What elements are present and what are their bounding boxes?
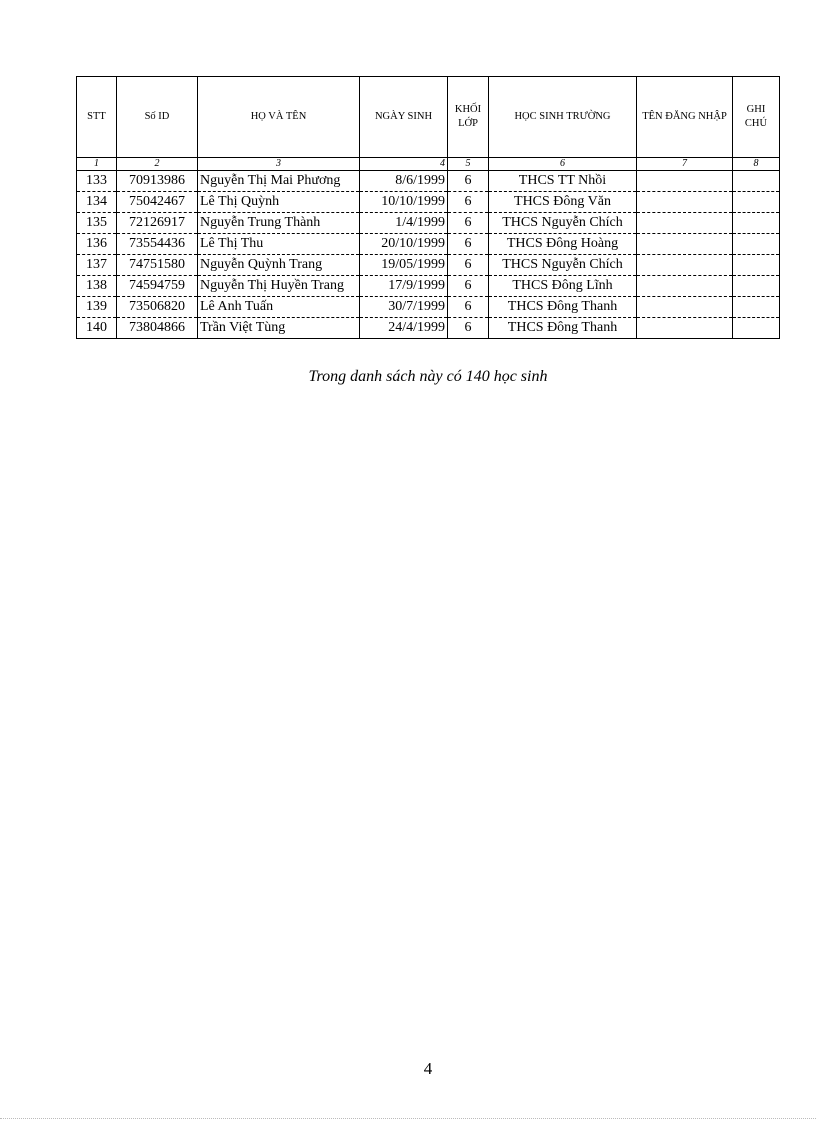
cell-grade: 6	[448, 171, 489, 192]
table-row	[77, 318, 780, 339]
cell-grade: 6	[448, 318, 489, 339]
cell-grade: 6	[448, 255, 489, 276]
cell-grade: 6	[448, 213, 489, 234]
table-header-row	[77, 77, 780, 158]
table-row	[77, 171, 780, 192]
header-id: Số ID	[117, 77, 198, 158]
header-full-name: HỌ VÀ TÊN	[198, 77, 360, 158]
column-number: 2	[117, 158, 198, 171]
cell-school: THCS Đông Thanh	[489, 297, 637, 318]
cell-name: Nguyễn Thị Huyền Trang	[198, 276, 360, 297]
student-roster-table	[76, 76, 780, 339]
column-number: 8	[733, 158, 780, 171]
cell-dob: 1/4/1999	[360, 213, 448, 234]
page-bottom-divider	[0, 1118, 816, 1119]
header-note: GHI CHÚ	[733, 77, 780, 158]
cell-stt: 140	[77, 318, 117, 339]
cell-id: 75042467	[117, 192, 198, 213]
cell-id: 73554436	[117, 234, 198, 255]
table-row	[77, 255, 780, 276]
page-number: 4	[423, 1059, 433, 1078]
cell-dob: 30/7/1999	[360, 297, 448, 318]
cell-school: THCS Nguyễn Chích	[489, 255, 637, 276]
cell-dob: 8/6/1999	[360, 171, 448, 192]
cell-dob: 24/4/1999	[360, 318, 448, 339]
cell-school: THCS Đông Lĩnh	[489, 276, 637, 297]
cell-username	[637, 213, 733, 234]
cell-id: 70913986	[117, 171, 198, 192]
cell-school: THCS Đông Thanh	[489, 318, 637, 339]
cell-dob: 19/05/1999	[360, 255, 448, 276]
header-stt: STT	[77, 77, 117, 158]
table-row	[77, 276, 780, 297]
cell-note	[733, 192, 780, 213]
cell-note	[733, 213, 780, 234]
header-grade: KHỐI LỚP	[448, 77, 489, 158]
table-row	[77, 213, 780, 234]
cell-username	[637, 297, 733, 318]
cell-name: Lê Anh Tuấn	[198, 297, 360, 318]
cell-id: 74751580	[117, 255, 198, 276]
header-date-of-birth: NGÀY SINH	[360, 77, 448, 158]
cell-name: Nguyễn Thị Mai Phương	[198, 171, 360, 192]
cell-stt: 138	[77, 276, 117, 297]
cell-name: Lê Thị Quỳnh	[198, 192, 360, 213]
cell-school: THCS TT Nhồi	[489, 171, 637, 192]
cell-username	[637, 276, 733, 297]
cell-name: Lê Thị Thu	[198, 234, 360, 255]
cell-name: Nguyễn Quỳnh Trang	[198, 255, 360, 276]
cell-stt: 136	[77, 234, 117, 255]
cell-stt: 134	[77, 192, 117, 213]
column-number: 3	[198, 158, 360, 171]
table-row	[77, 192, 780, 213]
column-number: 4	[360, 158, 448, 171]
cell-username	[637, 192, 733, 213]
cell-id: 74594759	[117, 276, 198, 297]
cell-school: THCS Nguyễn Chích	[489, 213, 637, 234]
cell-school: THCS Đông Văn	[489, 192, 637, 213]
cell-note	[733, 276, 780, 297]
cell-grade: 6	[448, 276, 489, 297]
cell-note	[733, 234, 780, 255]
cell-note	[733, 171, 780, 192]
column-number: 6	[489, 158, 637, 171]
table-row	[77, 234, 780, 255]
cell-username	[637, 318, 733, 339]
cell-stt: 133	[77, 171, 117, 192]
header-username: TÊN ĐĂNG NHẬP	[637, 77, 733, 158]
cell-id: 72126917	[117, 213, 198, 234]
cell-note	[733, 318, 780, 339]
cell-username	[637, 255, 733, 276]
cell-stt: 137	[77, 255, 117, 276]
cell-school: THCS Đông Hoàng	[489, 234, 637, 255]
cell-stt: 139	[77, 297, 117, 318]
cell-grade: 6	[448, 192, 489, 213]
cell-note	[733, 255, 780, 276]
cell-id: 73506820	[117, 297, 198, 318]
cell-name: Nguyễn Trung Thành	[198, 213, 360, 234]
cell-dob: 10/10/1999	[360, 192, 448, 213]
column-number: 7	[637, 158, 733, 171]
cell-dob: 20/10/1999	[360, 234, 448, 255]
summary-note: Trong danh sách này có 140 học sinh	[308, 368, 548, 385]
cell-id: 73804866	[117, 318, 198, 339]
cell-username	[637, 171, 733, 192]
cell-username	[637, 234, 733, 255]
cell-grade: 6	[448, 234, 489, 255]
header-school: HỌC SINH TRƯỜNG	[489, 77, 637, 158]
cell-note	[733, 297, 780, 318]
column-number: 1	[77, 158, 117, 171]
table-row	[77, 297, 780, 318]
column-number-row	[77, 158, 780, 171]
cell-dob: 17/9/1999	[360, 276, 448, 297]
cell-name: Trần Việt Tùng	[198, 318, 360, 339]
cell-stt: 135	[77, 213, 117, 234]
column-number: 5	[448, 158, 489, 171]
cell-grade: 6	[448, 297, 489, 318]
